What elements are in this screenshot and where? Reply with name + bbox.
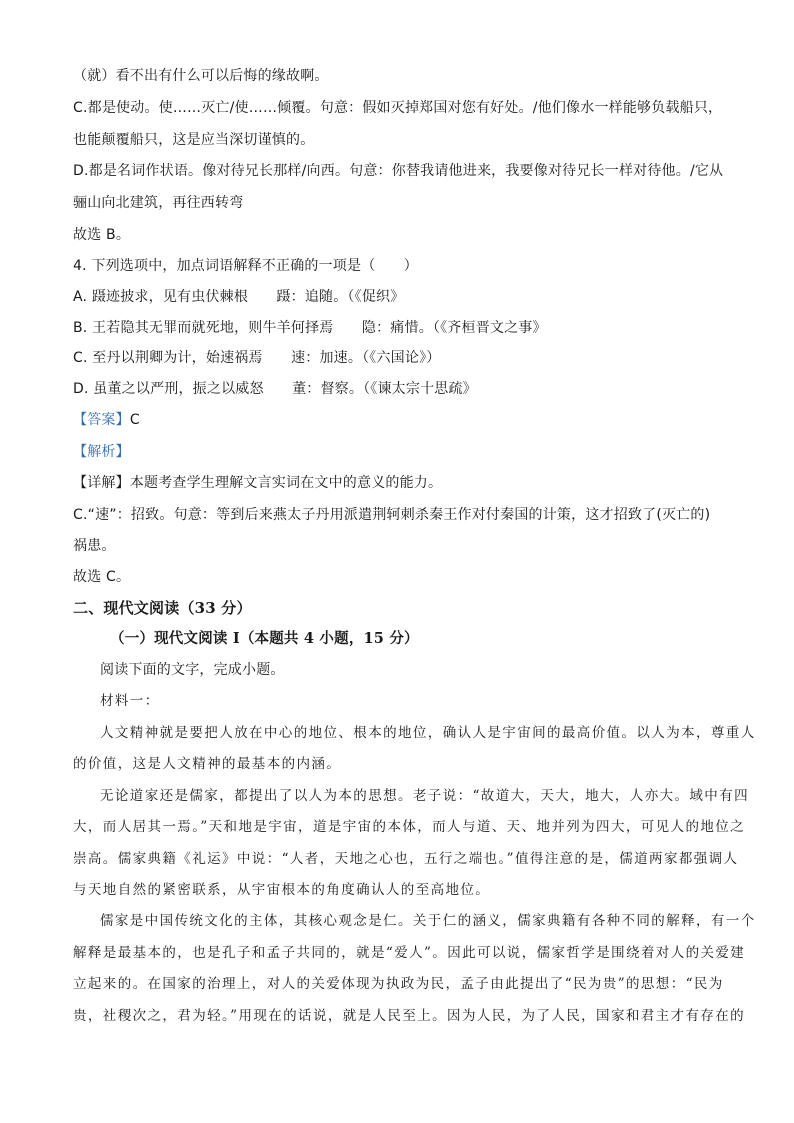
answer-line	[73, 410, 140, 430]
passage-line: 无论道家还是儒家，都提出了以人为本的思想。老子说：“故道大，天大，地大，人亦大。域中有四	[100, 788, 749, 804]
answer-tag: 【答案】	[73, 412, 130, 428]
passage-line: 解释是最基本的，也是孔子和孟子共同的，就是“爱人”。因此可以说，儒家哲学是围绕着对人的关爱建	[73, 945, 746, 961]
text-line: C.都是使动。使……灭亡/使……倾覆。句意：假如灭掉郑国对您有好处。/他们像水一样能够负载船只，	[73, 100, 723, 116]
detail-line	[73, 473, 442, 493]
option-d: D. 虽董之以严刑，振之以威怒 董：督察。（《谏太宗十思疏》	[73, 381, 477, 397]
passage-line: 的价值，这是人文精神的最基本的内涵。	[73, 756, 342, 772]
passage-line: 儒家是中国传统文化的主体，其核心观念是仁。关于仁的涵义，儒家典籍有各种不同的解释，有一个	[100, 913, 756, 929]
analysis-line	[73, 442, 130, 462]
passage-line: 与天地自然的紧密联系，从宇宙根本的角度确认人的至高地位。	[73, 882, 491, 898]
subsection-heading: （一）现代文阅读 I（本题共 4 小题，15 分）	[110, 630, 419, 647]
detail-text: 本题考查学生理解文言实词在文中的意义的能力。	[129, 475, 443, 491]
passage-line: 崇高。儒家典籍《礼运》中说：“人者，天地之心也，五行之端也。”值得注意的是，儒道两家都强调人	[73, 851, 739, 867]
material-label: 材料一：	[100, 693, 160, 709]
text-line: 祸患。	[73, 538, 116, 554]
text-line: 故选 B。	[73, 227, 131, 243]
detail-tag: 【详解】	[73, 475, 130, 491]
passage-line: 人文精神就是要把人放在中心的地位、根本的地位，确认人是宇宙间的最高价值。以人为本，尊重人	[100, 725, 756, 741]
passage-line: 大，而人居其一焉。”天和地是宇宙，道是宇宙的本体，而人与道、天、地并列为四大，可见人的地位之	[73, 819, 746, 835]
instruction-text: 阅读下面的文字，完成小题。	[100, 662, 285, 678]
text-line: 也能颠覆船只，这是应当深切谨慎的。	[73, 132, 315, 148]
passage-line: 贵，社稷次之，君为轻。”用现在的话说，就是人民至上。因为人民，为了人民，国家和君主才有存在的	[73, 1008, 746, 1024]
analysis-tag: 【解析】	[73, 444, 130, 460]
text-line: 故选 C。	[73, 569, 131, 585]
text-line: （就）看不出有什么可以后悔的缘故啊。	[73, 68, 329, 84]
passage-line: 立起来的。在国家的治理上，对人的关爱体现为执政为民，孟子由此提出了“民为贵”的思想：“民为	[73, 976, 724, 992]
text-line: 骊山向北建筑，再往西转弯	[73, 195, 244, 211]
text-line: D.都是名词作状语。像对待兄长那样/向西。句意：你替我请他进来，我要像对待兄长一样对待他。/它从	[73, 163, 724, 179]
question-4: 4. 下列选项中，加点词语解释不正确的一项是（ ）	[73, 258, 419, 274]
option-c: C. 至丹以荆卿为计，始速祸焉 速：加速。（《六国论》）	[73, 350, 441, 366]
option-a: A. 蹑迹披求，见有虫伏棘根 蹑：追随。（《促织》	[73, 289, 405, 305]
answer-value: C	[129, 412, 140, 428]
text-line: C.“速”：招致。句意：等到后来燕太子丹用派遣荆轲刺杀秦王作对付秦国的计策，这才招致了(灭亡的)	[73, 507, 711, 523]
section-heading: 二、现代文阅读（33 分）	[73, 599, 252, 617]
option-b: B. 王若隐其无罪而就死地，则牛羊何择焉 隐：痛惜。（《齐桓晋文之事》	[73, 320, 547, 336]
